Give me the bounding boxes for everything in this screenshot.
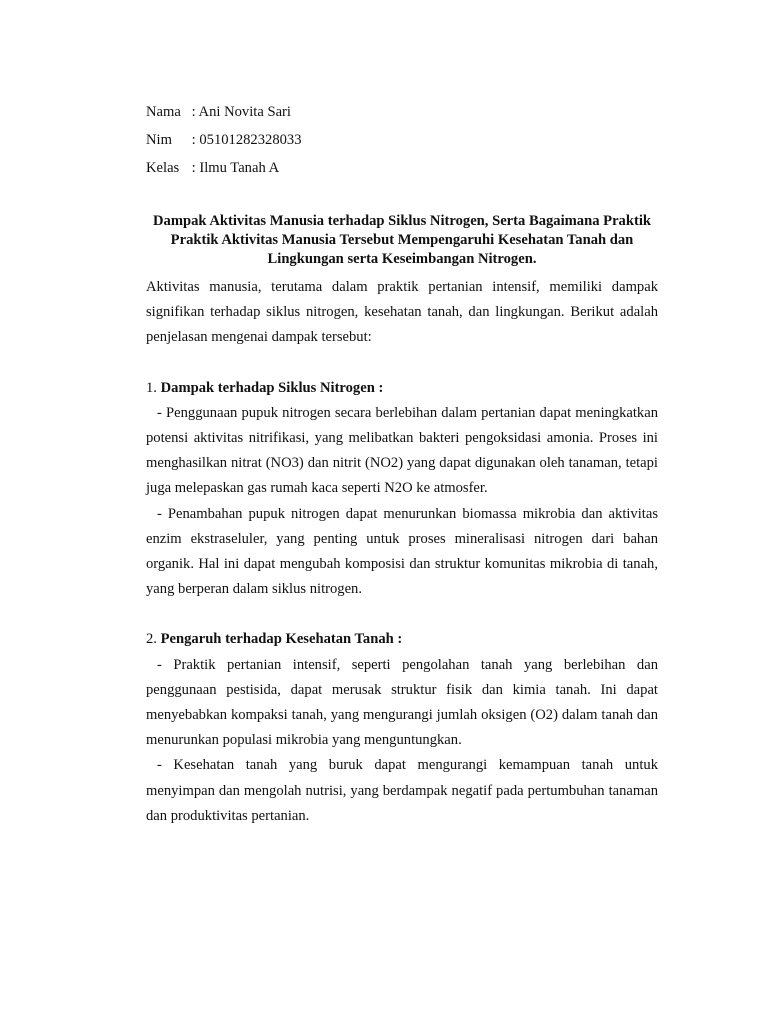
spacer [146, 602, 658, 627]
kelas-label: Kelas [146, 160, 180, 176]
nama-row [146, 100, 302, 128]
kelas-row [146, 156, 302, 184]
section-title-1: Dampak terhadap Siklus Nitrogen : [160, 379, 384, 396]
section-1-bullet-2: - Penambahan pupuk nitrogen dapat menurunkan biomassa mikrobia dan aktivitas enzim ekstraseluler, yang penting untuk proses mineralisasi nitrogen dari bahan organik. Hal ini dapat mengubah komposisi dan struktur komunitas mikrobia di tanah, yang berperan dalam siklus nitrogen. [146, 505, 658, 598]
student-info [146, 100, 302, 184]
nama-value: : Ani Novita Sari [191, 104, 291, 120]
section-number-2: 2. [146, 631, 157, 648]
spacer [146, 351, 658, 376]
document-body [146, 275, 658, 829]
section-1-bullet-1: - Penggunaan pupuk nitrogen secara berlebihan dalam pertanian dapat meningkatkan potensi aktivitas nitrifikasi, yang melibatkan bakteri pengoksidasi amonia. Proses ini menghasilkan nitrat (NO3) dan nitrit (NO2) yang dapat digunakan oleh tanaman, tetapi juga melepaskan gas rumah kaca seperti N2O ke atmosfer. [146, 404, 658, 497]
section-2-bullet-1: - Praktik pertanian intensif, seperti pengolahan tanah yang berlebihan dan penggunaan pestisida, dapat merusak struktur fisik dan kimia tanah. Ini dapat menyebabkan kompaksi tanah, yang mengurangi jumlah oksigen (O2) dalam tanah dan menurunkan populasi mikrobia yang menguntungkan. [146, 656, 658, 749]
section-heading-1 [146, 376, 658, 401]
kelas-value: : Ilmu Tanah A [191, 160, 280, 176]
section-2-bullet-2: - Kesehatan tanah yang buruk dapat mengurangi kemampuan tanah untuk menyimpan dan mengolah nutrisi, yang berdampak negatif pada pertumbuhan tanaman dan produktivitas pertanian. [146, 757, 658, 824]
nim-label: Nim [146, 132, 172, 148]
document-title: Dampak Aktivitas Manusia terhadap Siklus Nitrogen, Serta Bagaimana Praktik Praktik Aktivitas Manusia Tersebut Mempengaruhi Kesehatan Tanah dan Lingkungan serta Keseimbangan Nitrogen. [152, 213, 651, 267]
nim-row [146, 128, 302, 156]
section-heading-2 [146, 627, 658, 652]
section-number-1: 1. [146, 379, 157, 396]
nama-label: Nama [146, 104, 181, 120]
intro-paragraph: Aktivitas manusia, terutama dalam praktik pertanian intensif, memiliki dampak signifikan terhadap siklus nitrogen, kesehatan tanah, dan lingkungan. Berikut adalah penjelasan mengenai dampak tersebut: [146, 279, 658, 346]
section-title-2: Pengaruh terhadap Kesehatan Tanah : [160, 631, 403, 648]
nim-value: : 05101282328033 [191, 132, 302, 148]
